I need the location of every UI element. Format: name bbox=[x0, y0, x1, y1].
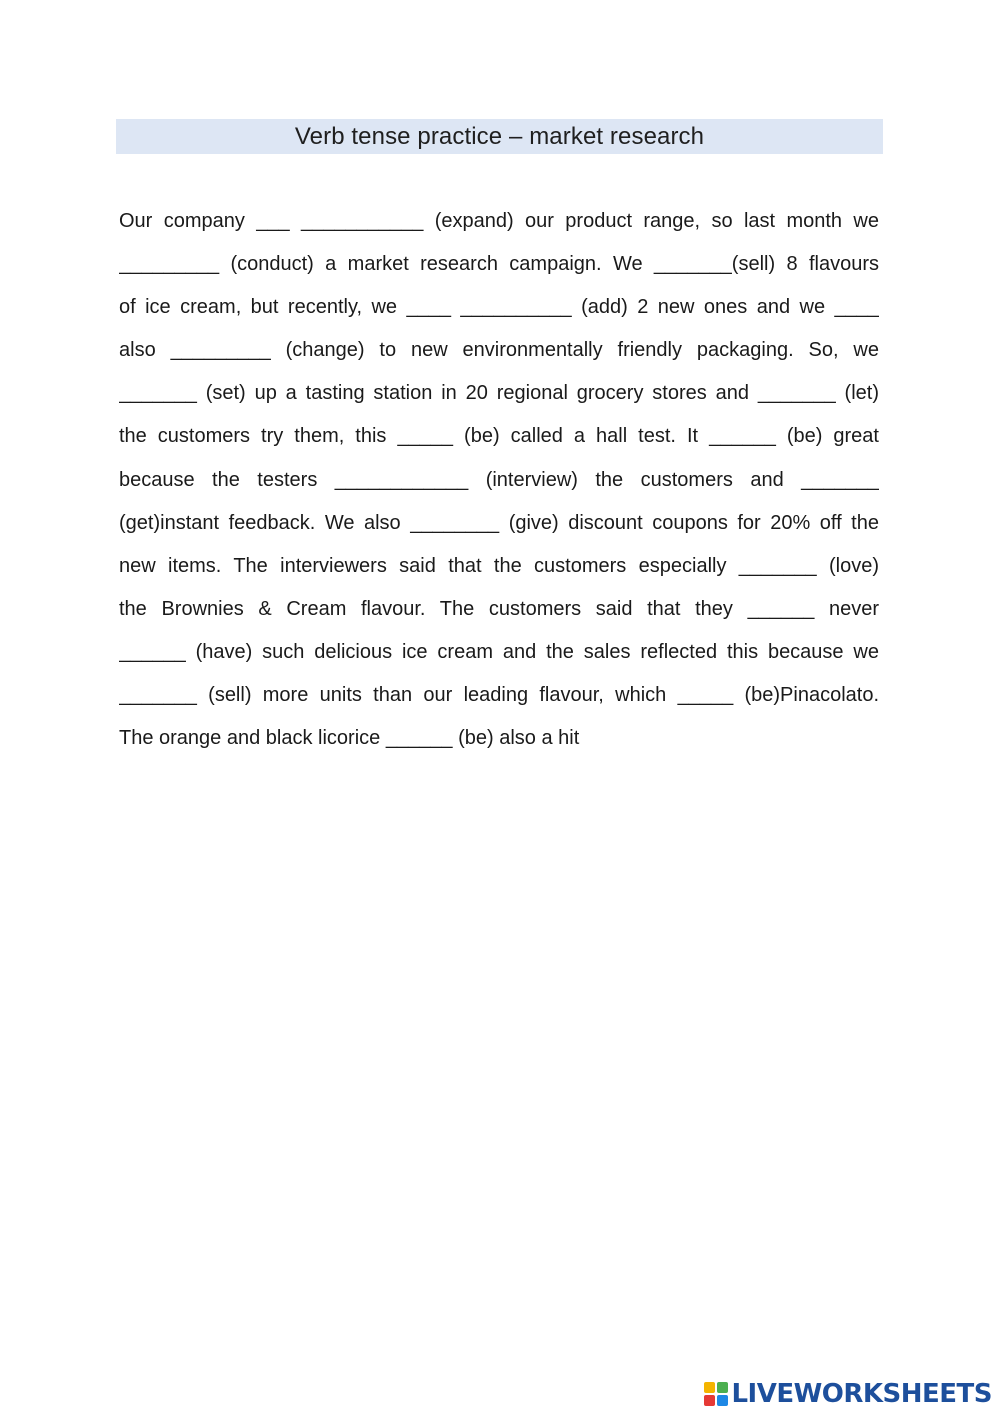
logo-square bbox=[717, 1382, 728, 1393]
exercise-line: (get)instant feedback. We also ________ (give) discount coupons for 20% off the bbox=[119, 511, 879, 534]
exercise-line: _______ (sell) more units than our leading flavour, which _____ (be)Pinacolato. bbox=[119, 684, 879, 707]
title-banner bbox=[116, 119, 883, 154]
logo-square bbox=[704, 1395, 715, 1406]
exercise-line: also _________ (change) to new environmentally friendly packaging. So, we bbox=[119, 339, 879, 362]
exercise-line: the customers try them, this _____ (be) called a hall test. It ______ (be) great bbox=[119, 425, 879, 448]
exercise-line: the Brownies & Cream flavour. The customers said that they ______ never bbox=[119, 597, 879, 620]
page-title: Verb tense practice – market research bbox=[294, 122, 705, 150]
exercise-line: new items. The interviewers said that the customers especially _______ (love) bbox=[119, 554, 879, 577]
exercise-line: _________ (conduct) a market research campaign. We _______(sell) 8 flavours bbox=[119, 253, 879, 276]
exercise-line: The orange and black licorice ______ (be) also a hit bbox=[119, 727, 580, 750]
logo-square bbox=[717, 1395, 728, 1406]
exercise-line: of ice cream, but recently, we ____ __________ (add) 2 new ones and we ____ bbox=[119, 296, 879, 319]
exercise-line: because the testers ____________ (interview) the customers and _______ bbox=[119, 468, 879, 491]
logo-square bbox=[704, 1382, 715, 1393]
liveworksheets-logo bbox=[704, 1374, 992, 1414]
exercise-line: Our company ___ ___________ (expand) our product range, so last month we bbox=[119, 210, 879, 232]
logo-text: LIVEWORKSHEETS bbox=[731, 1379, 992, 1409]
exercise-line: ______ (have) such delicious ice cream and the sales reflected this because we bbox=[119, 640, 879, 663]
logo-mark-icon bbox=[704, 1382, 728, 1406]
exercise-paragraph bbox=[119, 201, 879, 761]
exercise-line: _______ (set) up a tasting station in 20 regional grocery stores and _______ (let) bbox=[119, 382, 879, 405]
